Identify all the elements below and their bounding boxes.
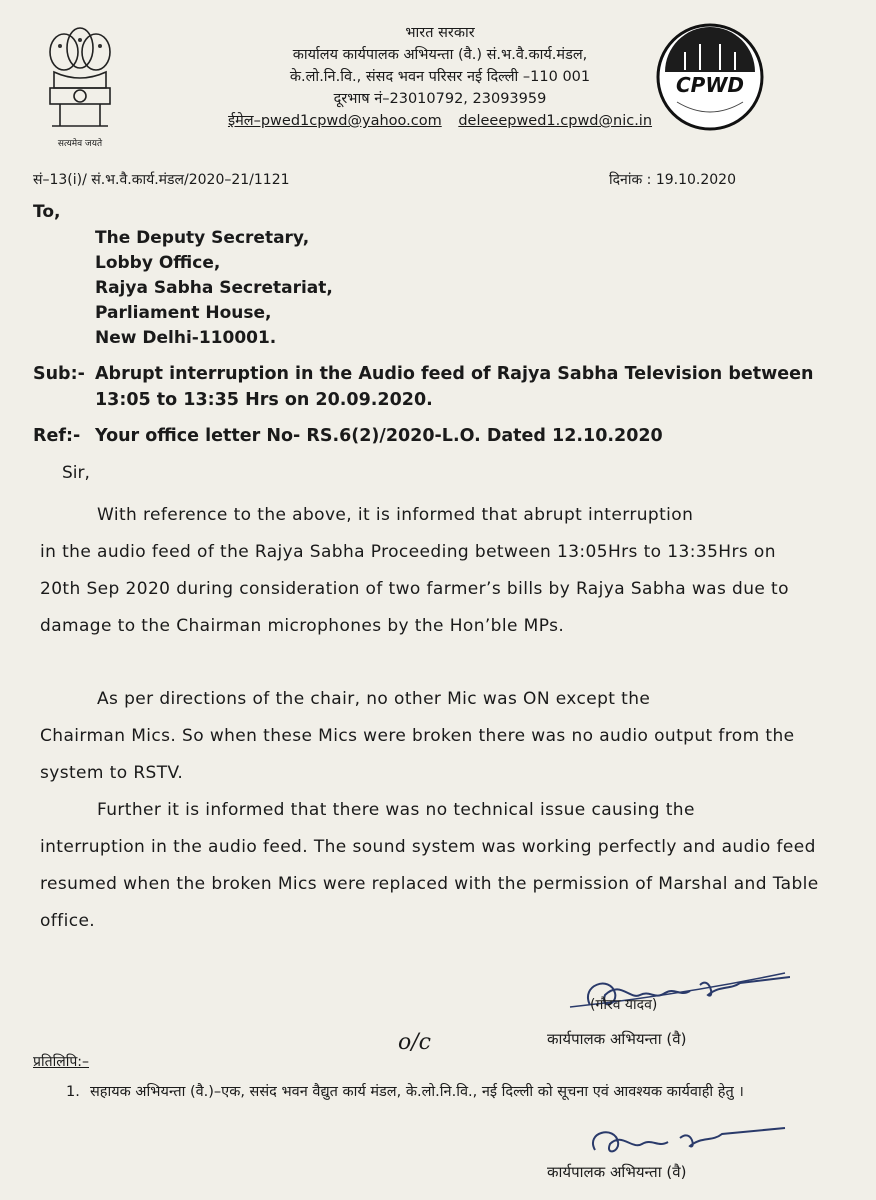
handwritten-initials: o/c [398, 1030, 431, 1055]
address-line: Lobby Office, [95, 253, 221, 273]
cpwd-logo-icon [655, 22, 765, 132]
header-line-govt: भारत सरकार [405, 25, 475, 41]
header-line-address: के.लो.नि.वि., संसद भवन परिसर नई दिल्ली –110 001 [289, 69, 591, 85]
subject-text: Abrupt interruption in the Audio feed of Rajya Sabha Television between 13:05 to 13:35 Hrs on 20.09.2020. [95, 364, 814, 410]
copy-item-number: 1. [66, 1084, 80, 1100]
body-paragraph-2 [40, 681, 820, 792]
paragraph-first-line: With reference to the above, it is informed that abrupt interruption [97, 505, 694, 525]
address-line: Parliament House, [95, 303, 272, 323]
header-line-email [195, 110, 685, 132]
header-line-phone: दूरभाष नं–23010792, 23093959 [333, 91, 547, 107]
national-emblem-icon [40, 22, 120, 150]
subject-label: Sub:- [33, 364, 85, 384]
office-header [195, 22, 685, 132]
paragraph-first-line: As per directions of the chair, no other Mic was ON except the [97, 689, 651, 709]
salutation: Sir, [62, 463, 90, 483]
signatory-name: (गौरव यादव) [590, 997, 658, 1013]
addressee-block [95, 226, 333, 351]
signatory-title: कार्यपालक अभियन्ता (वै) [547, 1030, 687, 1048]
address-line: The Deputy Secretary, [95, 228, 310, 248]
copy-to-label: प्रतिलिपि:– [33, 1054, 89, 1070]
reference-date: दिनांक : 19.10.2020 [609, 172, 736, 188]
signatory-title-copy: कार्यपालक अभियन्ता (वै) [547, 1163, 687, 1181]
paragraph-body: Chairman Mics. So when these Mics were broken there was no audio output from the system to RSTV. [40, 726, 795, 783]
email-link-2[interactable]: deleeepwed1.cpwd@nic.in [458, 113, 653, 129]
to-label: To, [33, 202, 61, 222]
paragraph-first-line: Further it is informed that there was no technical issue causing the [97, 800, 695, 820]
copy-item-text: सहायक अभियन्ता (वै.)–एक, ससंद भवन वैद्युत कार्य मंडल, के.लो.नि.वि., नई दिल्ली को सूचना एवं आवश्यक कार्यवाही हेतु । [90, 1084, 744, 1100]
email-link-1[interactable]: ईमेल–pwed1cpwd@yahoo.com [227, 113, 442, 129]
address-line: New Delhi-110001. [95, 328, 277, 348]
emblem-motto: सत्यमेव जयते [57, 139, 103, 149]
reference-number: सं–13(i)/ सं.भ.वै.कार्य.मंडल/2020–21/1121 [33, 172, 290, 188]
ref-text: Your office letter No- RS.6(2)/2020-L.O. Dated 12.10.2020 [95, 426, 663, 446]
ref-label: Ref:- [33, 426, 81, 446]
cpwd-logo-text: CPWD [676, 73, 744, 97]
header-line-office: कार्यालय कार्यपालक अभियन्ता (वै.) सं.भ.वै.कार्य.मंडल, [292, 47, 588, 63]
paragraph-body: interruption in the audio feed. The sound system was working perfectly and audio feed resumed when the broken Mics were replaced with the permission of Marshal and Table office. [40, 837, 819, 931]
paragraph-body: in the audio feed of the Rajya Sabha Proceeding between 13:05Hrs to 13:35Hrs on 20th Sep 2020 during consideration of two farmer’s bills by Rajya Sabha was due to damage to the Chairman microphones by the Hon’ble MPs. [40, 542, 789, 636]
address-line: Rajya Sabha Secretariat, [95, 278, 333, 298]
body-paragraph-3 [40, 792, 820, 940]
body-paragraph-1 [40, 497, 820, 645]
